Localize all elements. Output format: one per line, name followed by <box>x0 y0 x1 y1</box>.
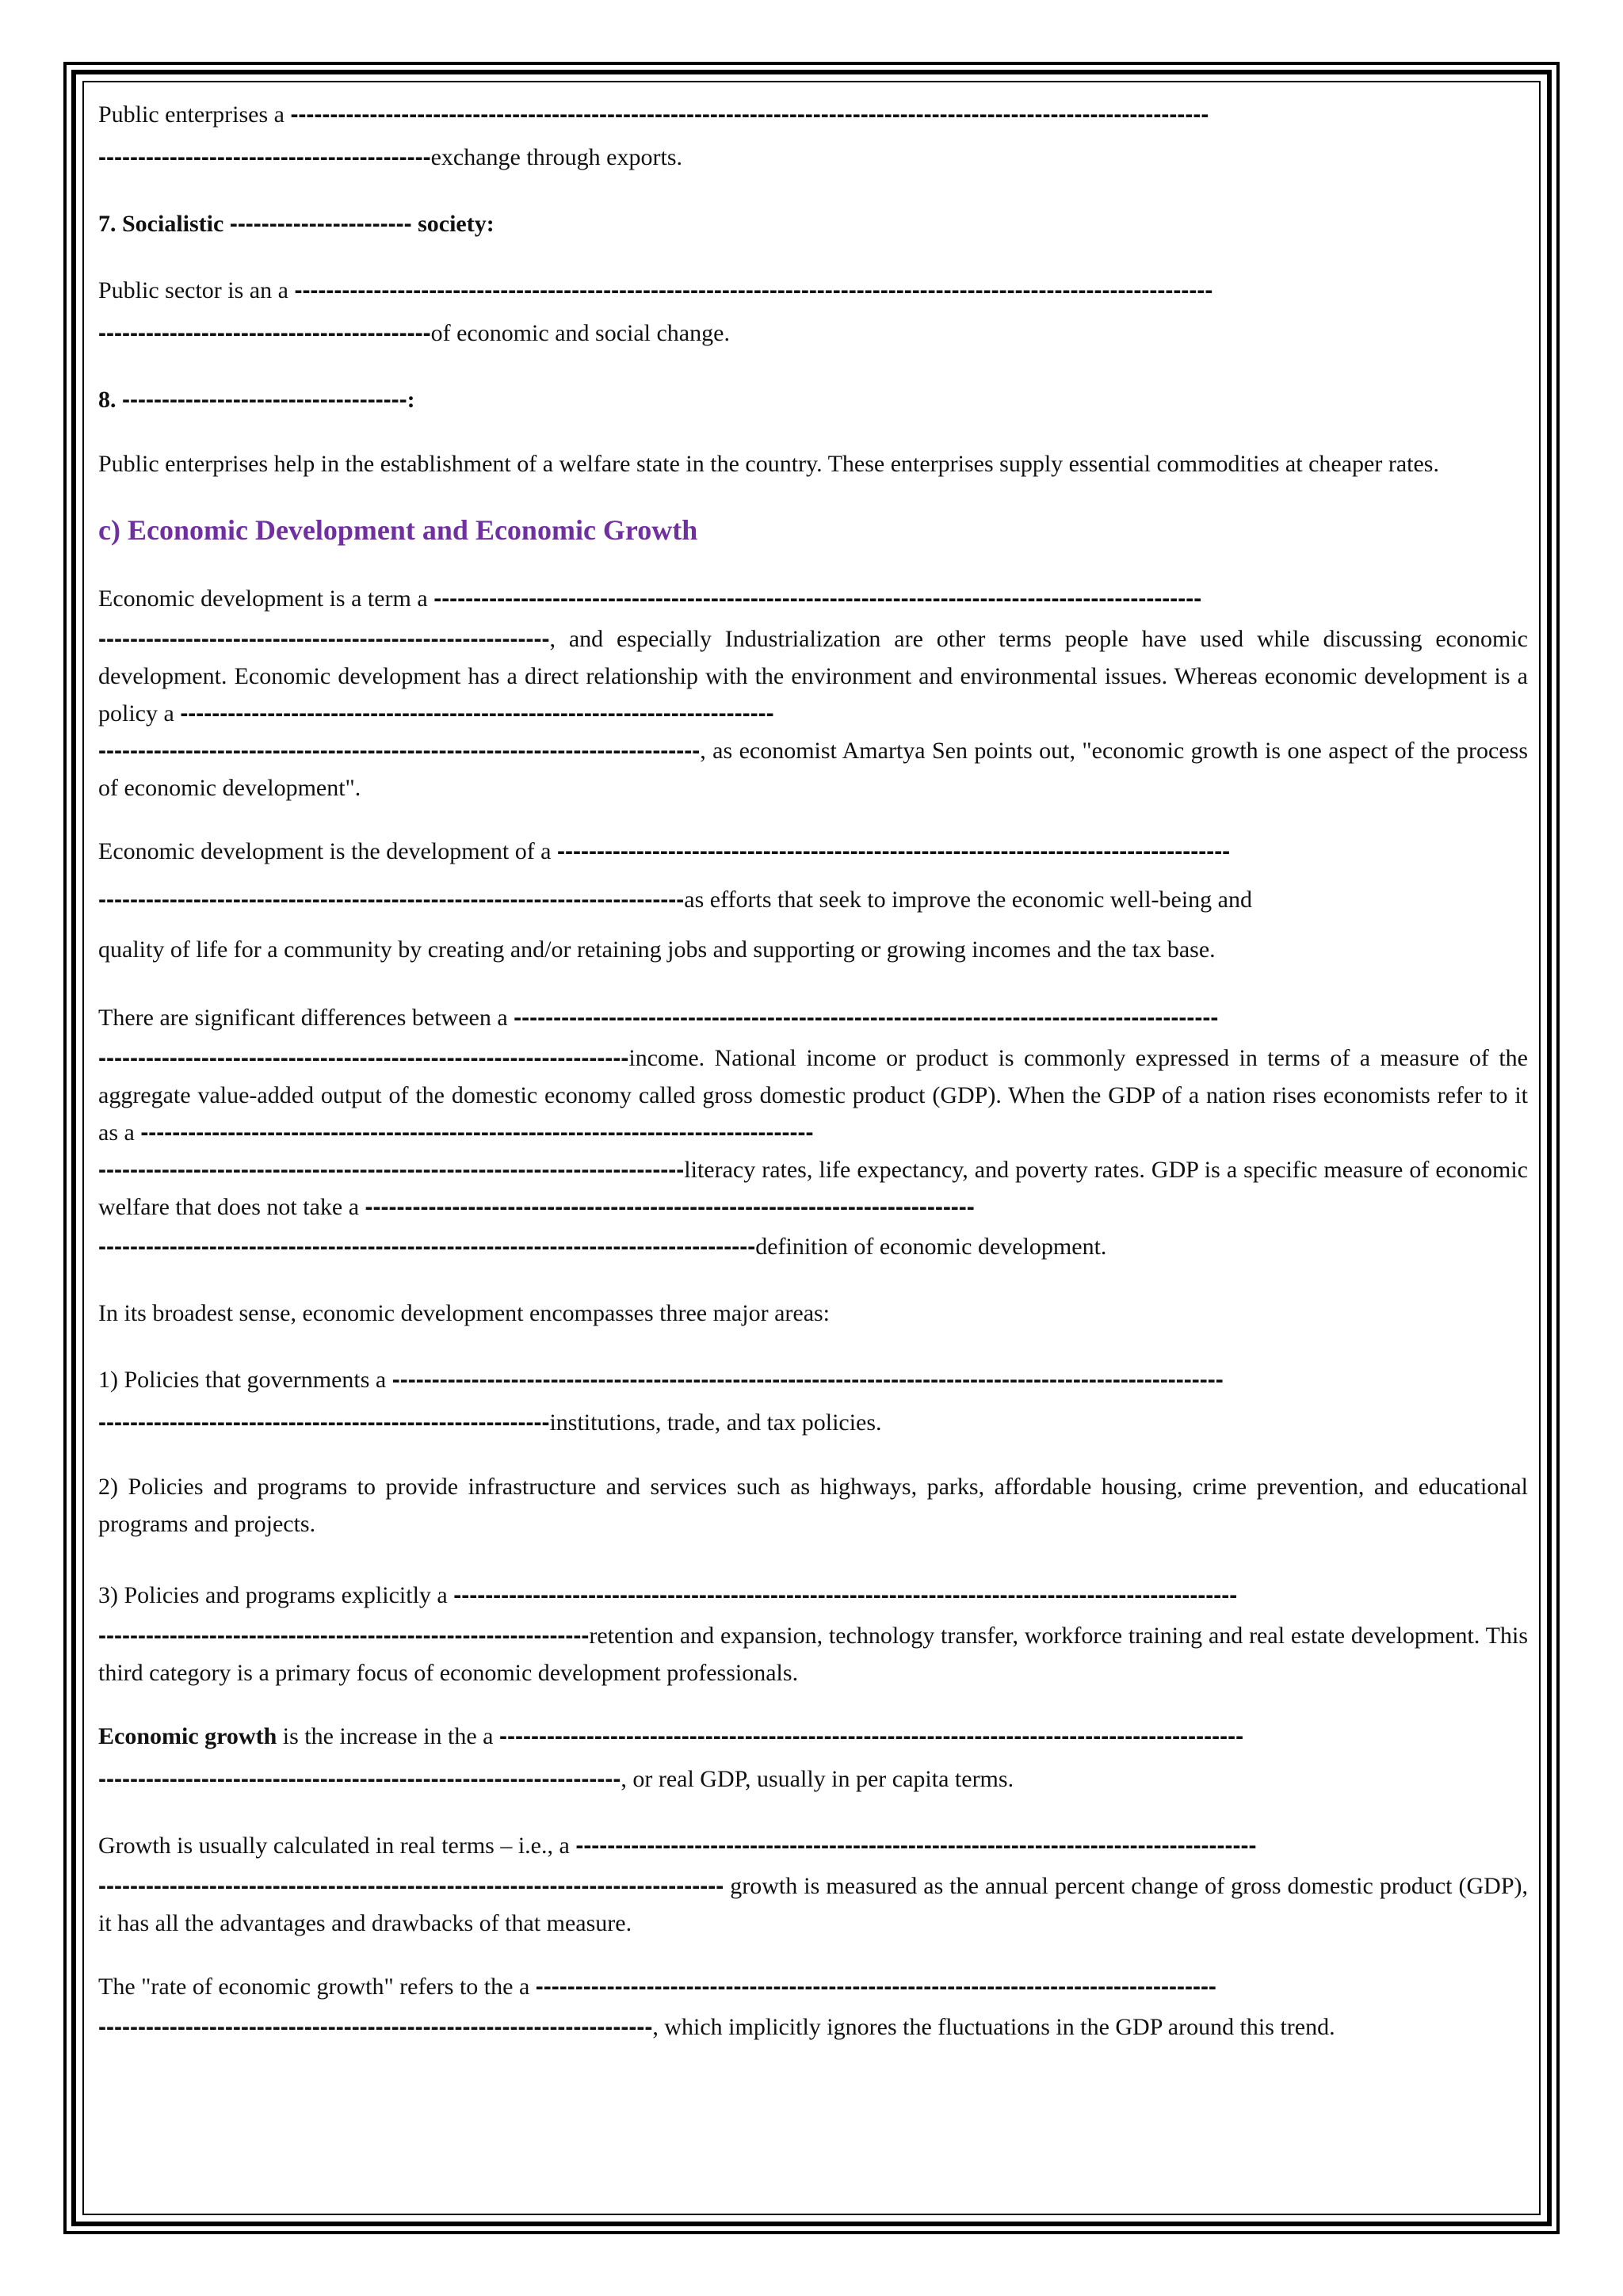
blank-line: --------------------------------------------------------------------------- <box>180 700 774 727</box>
blank-line: -------------------------------------------------------------------------- <box>98 887 685 913</box>
blank-line: -------------------------------------------------------------------------------------------------------------------- <box>294 277 1213 303</box>
text: , or real GDP, usually in per capita terms. <box>621 1766 1014 1792</box>
text: Economic development is a term a <box>98 585 434 612</box>
text: 3) Policies and programs explicitly a <box>98 1582 454 1608</box>
text: literacy rates, life expectancy, and poverty rates. GDP is a specific measure of economic welfare that does not take a <box>98 1157 1528 1220</box>
text: as efforts that seek to improve the economic well-being and <box>684 887 1252 913</box>
text: The "rate of economic growth" refers to the a <box>98 1974 536 2000</box>
paragraph-broadest-sense: In its broadest sense, economic development encompasses three major areas: <box>98 1300 831 1326</box>
paragraph-econ-dev-term <box>98 578 1528 807</box>
blank-line: -------------------------------------------------------------------------- <box>98 1157 685 1183</box>
text: retention and expansion, technology transfer, workforce training and real estate development. This third category is a primary focus of economic development professionals. <box>98 1623 1528 1686</box>
blank-line: -------------------------------------------------------------------------------------------------------------------- <box>290 101 1209 128</box>
paragraph-policy-3 <box>98 1574 1528 1691</box>
paragraph-policy-1 <box>98 1359 1528 1444</box>
blank-line: ----------------------------------------------------------------------------------- <box>98 1234 756 1260</box>
section-heading-c: c) Economic Development and Economic Growth <box>98 514 698 546</box>
paragraph-public-sector <box>98 269 1528 355</box>
heading-text: : <box>407 387 415 413</box>
blank-line: ----------------------------------------------------------------------------- <box>365 1194 975 1220</box>
section-heading-8 <box>98 379 1528 421</box>
text: quality of life for a community by creating and/or retaining jobs and supporting or growing incomes and the tax base. <box>98 936 1216 963</box>
text: growth is measured as the annual percent change of gross domestic product (GDP), it has all the advantages and drawbacks of that measure. <box>98 1873 1528 1936</box>
text: , and especially Industrialization are other terms people have used while discussing economic development. Economic development has a direct relationship with the environment and environmental issues. Whereas economic development is a policy a <box>98 626 1528 727</box>
text: exchange through exports. <box>430 144 682 170</box>
blank-line: ---------------------------------------------------------------------------- <box>98 738 701 764</box>
blank-line: -------------------------------------------------------------------------------------- <box>575 1833 1257 1859</box>
paragraph-differences <box>98 997 1528 1268</box>
text: Growth is usually calculated in real terms – i.e., a <box>98 1833 576 1859</box>
paragraph-economic-growth <box>98 1715 1528 1801</box>
paragraph-econ-dev-efforts <box>98 830 1528 973</box>
text: income. National income or product is commonly expressed in terms of a measure of the aggregate value-added output of the domestic economy called gross domestic product (GDP). When the GDP of a nation rises economists refer to it as a <box>98 1045 1528 1146</box>
paragraph-policy-2: 2) Policies and programs to provide infrastructure and services such as highways, parks, affordable housing, crime prevention, and educational programs and projects. <box>98 1474 1528 1537</box>
text: , as economist Amartya Sen points out, "economic growth is one aspect of the process of economic development". <box>98 738 1528 801</box>
paragraph-rate-growth <box>98 1966 1528 2046</box>
text: of economic and social change. <box>430 320 730 346</box>
blank-line: ------------------------------------------------------------------------------------------------- <box>433 585 1202 612</box>
blank-line: ------------------------------------------------------------------ <box>98 1766 621 1792</box>
paragraph-welfare-state: Public enterprises help in the establishment of a welfare state in the country. These enterprises supply essential commodities at cheaper rates. <box>98 451 1439 477</box>
blank-line: ------------------------------------------------------------------- <box>98 1045 629 1071</box>
blank-line: --------------------------------------------------------------------------------------------------------- <box>391 1367 1224 1393</box>
blank-line: ----------------------- <box>229 211 412 237</box>
blank-line: --------------------------------------------------------- <box>98 626 550 652</box>
blank-line: ------------------------------------------------------------------------------------- <box>140 1119 814 1146</box>
heading-text: 8. <box>98 387 122 413</box>
blank-line: ------------------------------------ <box>122 387 407 413</box>
blank-line: -------------------------------------------------------------- <box>98 1623 590 1649</box>
page-content <box>98 93 1528 2046</box>
blank-line: ------------------------------------------ <box>98 320 431 346</box>
blank-line: --------------------------------------------------------------------------------------------------- <box>453 1582 1238 1608</box>
paragraph-exports <box>98 93 1528 179</box>
blank-line: ---------------------------------------------------------------------- <box>98 2014 653 2040</box>
text: , which implicitly ignores the fluctuations in the GDP around this trend. <box>652 2014 1335 2040</box>
text: definition of economic development. <box>755 1234 1107 1260</box>
paragraph-real-terms <box>98 1825 1528 1942</box>
heading-text: 7. Socialistic <box>98 211 230 237</box>
heading-text: society: <box>411 211 495 237</box>
term-bold: Economic growth <box>98 1723 277 1749</box>
blank-line: --------------------------------------------------------- <box>98 1409 550 1436</box>
blank-line: ------------------------------------------ <box>98 144 431 170</box>
text: There are significant differences between a <box>98 1005 514 1031</box>
text: is the increase in the a <box>277 1723 499 1749</box>
section-heading-7 <box>98 203 1528 246</box>
text: 1) Policies that governments a <box>98 1367 392 1393</box>
text: Public sector is an a <box>98 277 295 303</box>
blank-line: ------------------------------------------------------------------------------- <box>98 1873 724 1899</box>
text: Public enterprises a <box>98 101 291 128</box>
text: Economic development is the development of a <box>98 838 557 864</box>
blank-line: ---------------------------------------------------------------------------------------------- <box>499 1723 1244 1749</box>
blank-line: ----------------------------------------------------------------------------------------- <box>514 1005 1219 1031</box>
blank-line: -------------------------------------------------------------------------------------- <box>535 1974 1216 2000</box>
text: institutions, trade, and tax policies. <box>549 1409 882 1436</box>
blank-line: ------------------------------------------------------------------------------------- <box>557 838 1231 864</box>
